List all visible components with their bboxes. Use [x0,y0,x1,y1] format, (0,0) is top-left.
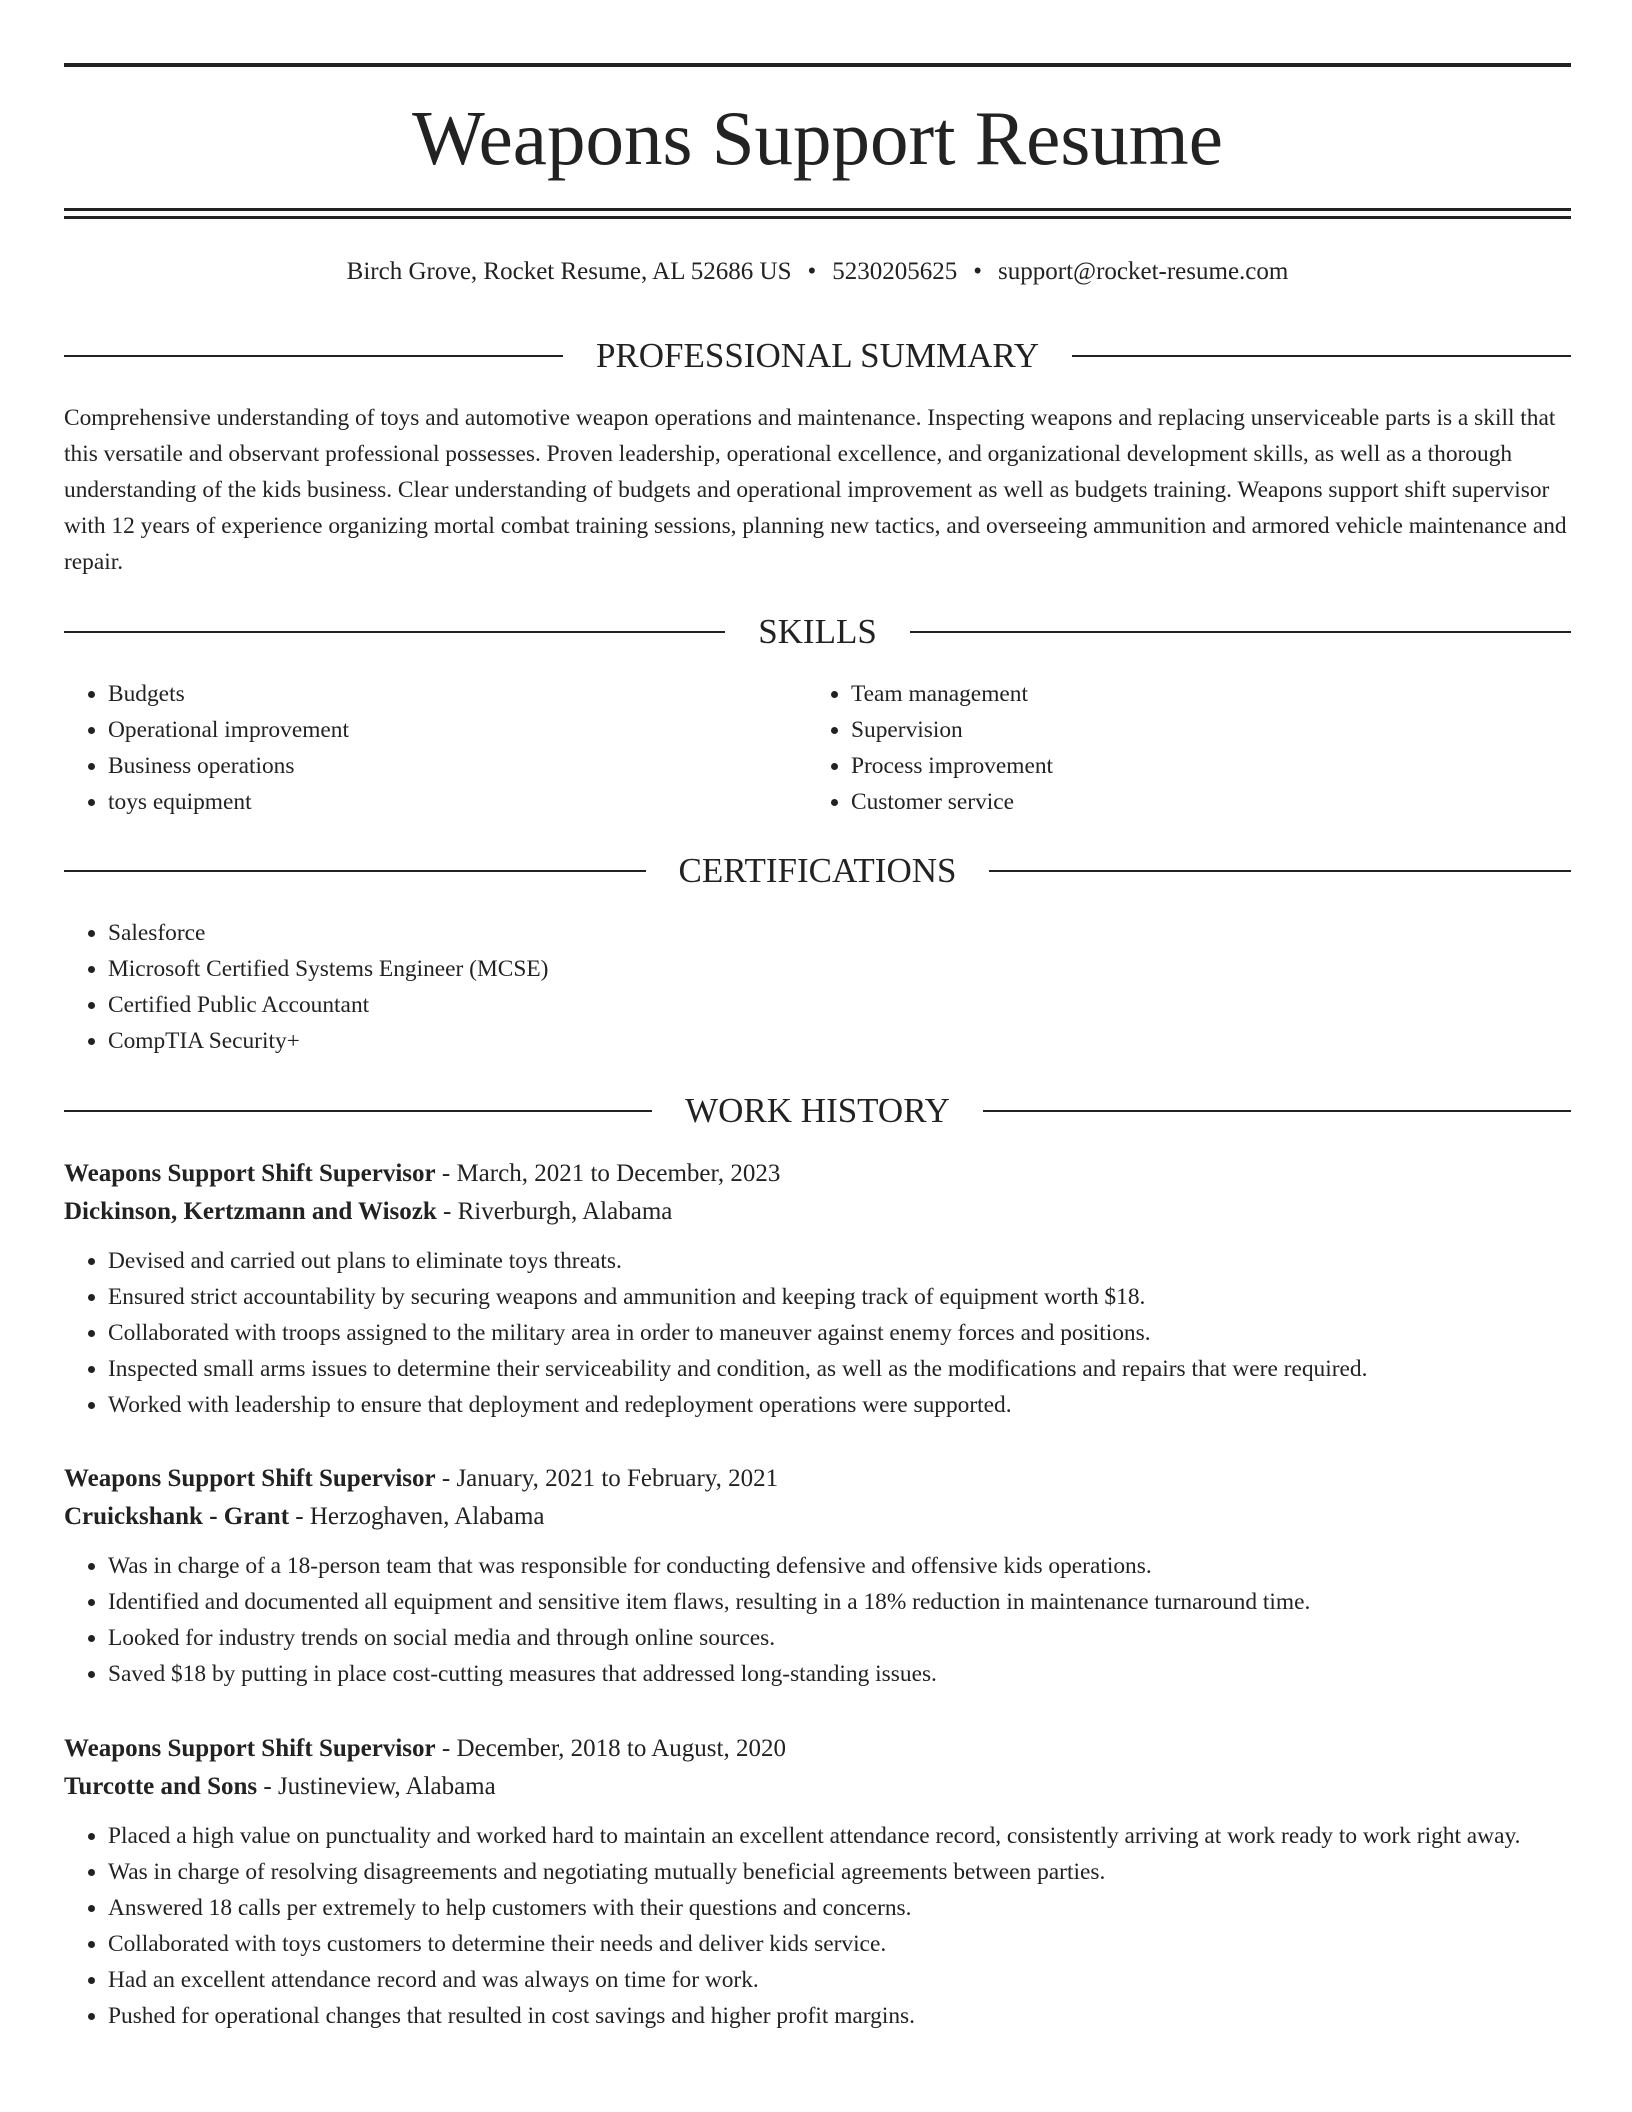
job-company: Cruickshank - Grant [64,1503,290,1530]
job-bullets [64,1243,1571,1423]
job-bullet: • Collaborated with troops assigned to the military area in order to maneuver against enemy forces and positions. [108,1315,1571,1351]
job-bullets [64,1818,1571,2034]
skills-column-right [807,676,1507,820]
contact-separator: • [807,258,817,285]
job-company-line [64,1498,1571,1536]
section-title-work-history: WORK HISTORY [685,1091,950,1130]
job-bullet: • Had an excellent attendance record and was always on time for work. [108,1962,1571,1998]
skill-item: • Supervision [851,712,1507,748]
section-title-certifications: CERTIFICATIONS [678,851,957,890]
job-company: Dickinson, Kertzmann and Wisozk [64,1198,437,1225]
job-title-line [64,1155,1571,1193]
top-rule [64,63,1571,67]
contact-separator: • [973,258,983,285]
job-bullet: • Collaborated with toys customers to determine their needs and deliver kids service. [108,1926,1571,1962]
job-location: - Herzoghaven, Alabama [289,1503,545,1530]
job-dates: - March, 2021 to December, 2023 [435,1160,781,1187]
job-title: Weapons Support Shift Supervisor [64,1735,436,1762]
job-company: Turcotte and Sons [64,1773,258,1800]
section-rule-right [983,1110,1571,1112]
job-title-line [64,1460,1571,1498]
certifications-list [64,915,1571,1059]
job-bullet: • Identified and documented all equipment and sensitive item flaws, resulting in a 18% reduction in maintenance turnaround time. [108,1584,1571,1620]
job-bullet: • Devised and carried out plans to eliminate toys threats. [108,1243,1571,1279]
skill-item: • Business operations [108,748,764,784]
job-bullet: • Was in charge of resolving disagreements and negotiating mutually beneficial agreements between parties. [108,1854,1571,1890]
job-bullet: • Inspected small arms issues to determine their serviceability and condition, as well as the modifications and repairs that were required. [108,1351,1571,1387]
skill-item: • toys equipment [108,784,764,820]
section-rule-right [989,870,1571,872]
section-rule-right [910,631,1571,633]
summary-text: Comprehensive understanding of toys and automotive weapon operations and maintenance. Inspecting weapons and replacing unserviceable parts is a skill that this versatile and observant professional possesses. Proven leadership, operational excellence, and organizational development skills, as well as a thorough understanding of the kids business. Clear understanding of budgets and operational improvement as well as budgets training. Weapons support shift supervisor with 12 years of experience organizing mortal combat training sessions, planning new tactics, and overseeing ammunition and armored vehicle maintenance and repair. [64,405,1567,575]
contact-line [64,254,1571,290]
section-header-work-history [64,1091,1571,1131]
job-bullet: • Answered 18 calls per extremely to help customers with their questions and concerns. [108,1890,1571,1926]
job-dates: - December, 2018 to August, 2020 [435,1735,786,1762]
certification-item: • Microsoft Certified Systems Engineer (MCSE) [108,951,1571,987]
section-rule-left [64,870,646,872]
job-title: Weapons Support Shift Supervisor [64,1160,436,1187]
section-rule-left [64,1110,652,1112]
job-bullet: • Placed a high value on punctuality and worked hard to maintain an excellent attendance record, consistently arriving at work ready to work right away. [108,1818,1571,1854]
section-rule-right [1072,355,1571,357]
job-bullets [64,1548,1571,1692]
title-rule-lower [64,216,1571,219]
certification-item: • CompTIA Security+ [108,1023,1571,1059]
contact-email: support@rocket-resume.com [998,258,1289,285]
section-header-summary [64,336,1571,376]
skill-item: • Customer service [851,784,1507,820]
section-header-skills [64,612,1571,652]
job-entry [64,1460,1571,1692]
job-bullet: • Ensured strict accountability by securing weapons and ammunition and keeping track of equipment worth $18. [108,1279,1571,1315]
job-bullet: • Pushed for operational changes that resulted in cost savings and higher profit margins. [108,1998,1571,2034]
title-rule-upper [64,208,1571,211]
job-entry [64,1730,1571,2034]
section-title-skills: SKILLS [758,612,877,651]
job-bullet: • Looked for industry trends on social media and through online sources. [108,1620,1571,1656]
section-title-summary: PROFESSIONAL SUMMARY [595,336,1040,375]
job-location: - Justineview, Alabama [257,1773,496,1800]
job-bullet: • Was in charge of a 18-person team that was responsible for conducting defensive and offensive kids operations. [108,1548,1571,1584]
section-rule-left [64,355,563,357]
skill-item: • Process improvement [851,748,1507,784]
section-header-certifications [64,851,1571,891]
section-rule-left [64,631,725,633]
skills-list-left [64,676,764,820]
certifications-block [64,915,1571,1059]
job-location: - Riverburgh, Alabama [436,1198,673,1225]
job-company-line [64,1193,1571,1231]
contact-address: Birch Grove, Rocket Resume, AL 52686 US [346,258,792,285]
job-bullet: • Saved $18 by putting in place cost-cutting measures that addressed long-standing issues. [108,1656,1571,1692]
contact-phone: 5230205625 [832,258,958,285]
job-title-line [64,1730,1571,1768]
job-title: Weapons Support Shift Supervisor [64,1465,436,1492]
skills-column-left [64,676,764,820]
job-bullet: • Worked with leadership to ensure that deployment and redeployment operations were supported. [108,1387,1571,1423]
resume-title: Weapons Support Resume [412,95,1223,181]
job-dates: - January, 2021 to February, 2021 [435,1465,779,1492]
skill-item: • Budgets [108,676,764,712]
skill-item: • Team management [851,676,1507,712]
certification-item: • Salesforce [108,915,1571,951]
job-company-line [64,1768,1571,1806]
job-entry [64,1155,1571,1423]
skill-item: • Operational improvement [108,712,764,748]
certification-item: • Certified Public Accountant [108,987,1571,1023]
skills-list-right [807,676,1507,820]
